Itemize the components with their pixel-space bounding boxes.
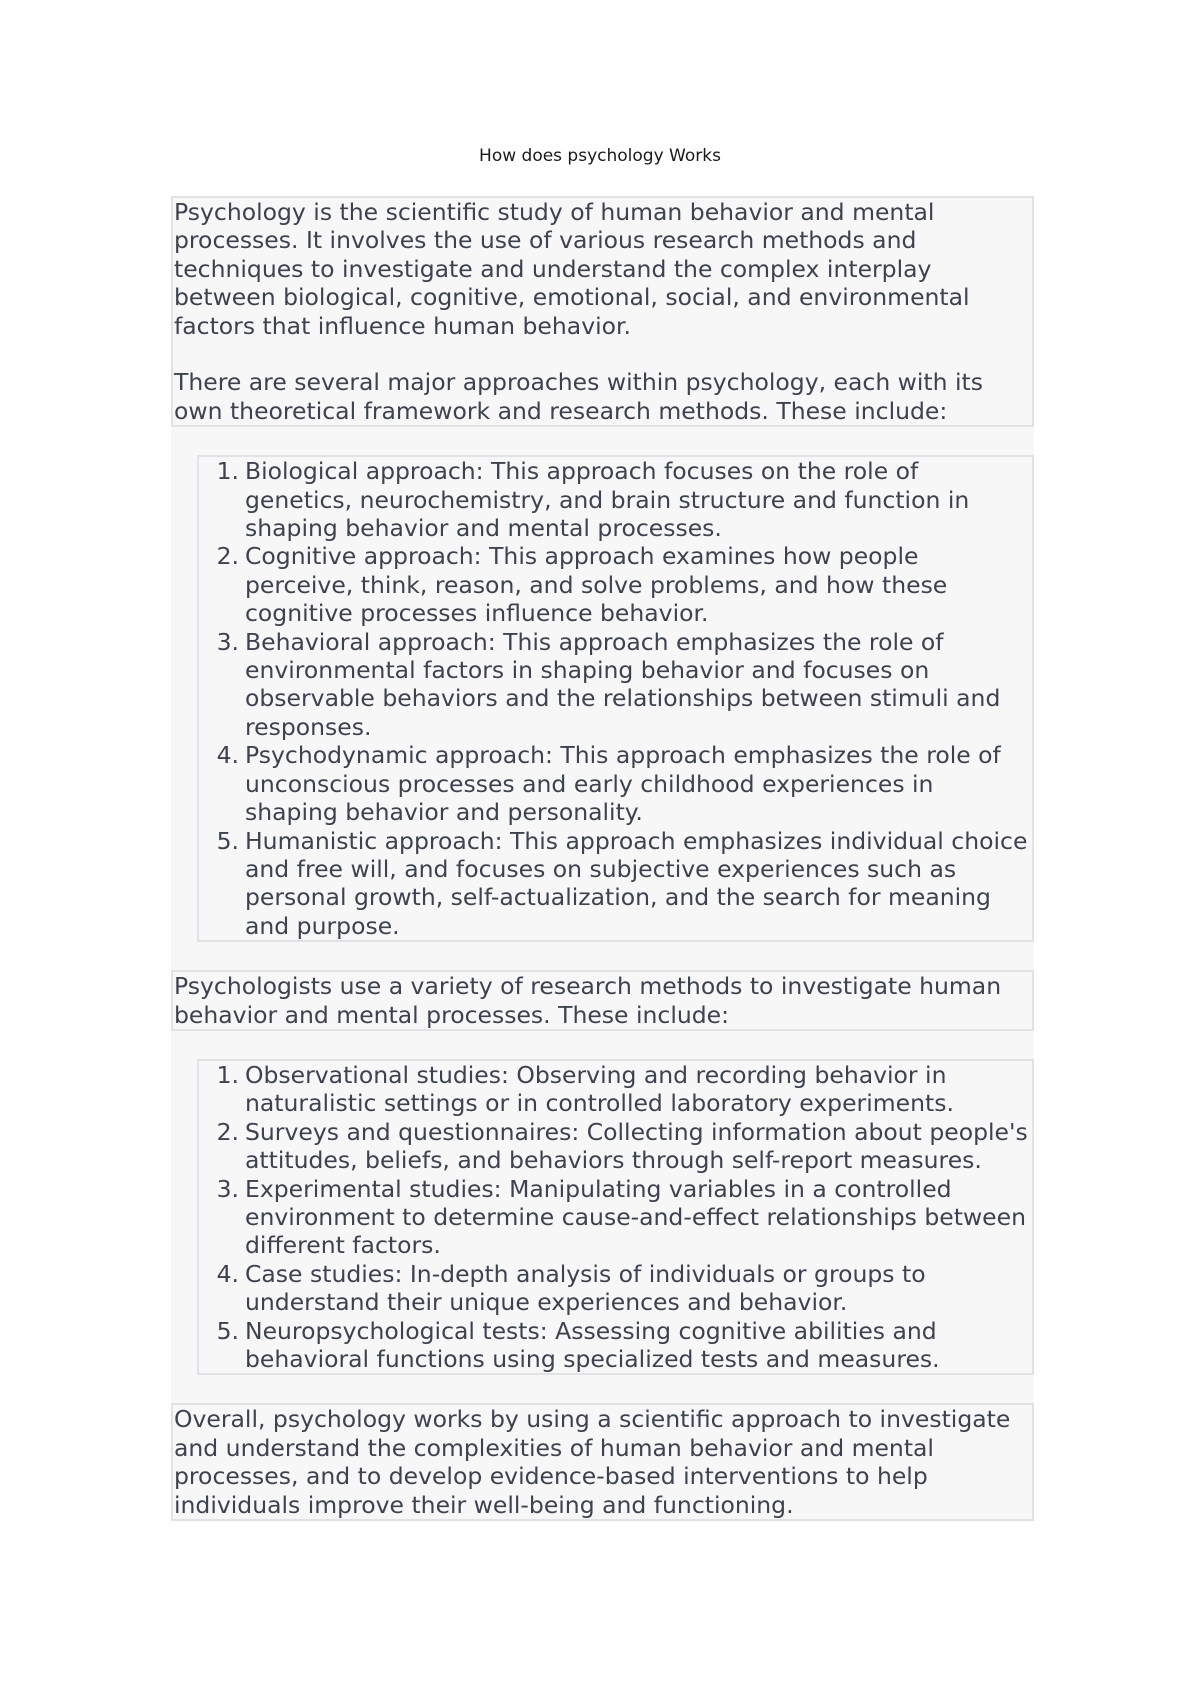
list-item-number: 4.	[216, 741, 239, 770]
list-item-number: 1.	[216, 1060, 239, 1089]
list-item-text: Observational studies: Observing and recording behavior in naturalistic settings or in controlled laboratory experiments.	[245, 1060, 954, 1118]
list-item	[216, 1174, 1032, 1260]
list-item-number: 4.	[216, 1259, 239, 1288]
spacer	[171, 1375, 1034, 1403]
methods-list	[197, 1059, 1034, 1375]
list-item	[216, 542, 1032, 628]
methods-intro-paragraph: Psychologists use a variety of research methods to investigate human behavior and mental processes. These include:	[174, 972, 1002, 1029]
list-item	[216, 741, 1032, 827]
list-item	[216, 627, 1032, 742]
list-item-number: 3.	[216, 627, 239, 656]
list-item	[216, 457, 1032, 543]
list-item	[216, 1117, 1032, 1175]
list-item-text: Case studies: In-depth analysis of individuals or groups to understand their unique experiences and behavior.	[245, 1259, 926, 1317]
approaches-list	[197, 455, 1034, 942]
list-item-text: Surveys and questionnaires: Collecting information about people's attitudes, beliefs, and behaviors through self-report measures.	[245, 1117, 1028, 1175]
list-item-text: Biological approach: This approach focuses on the role of genetics, neurochemistry, and brain structure and function in shaping behavior and mental processes.	[245, 457, 970, 543]
spacer	[171, 942, 1034, 970]
list-item-text: Experimental studies: Manipulating variables in a controlled environment to determine cause-and-effect relationships between different factors.	[245, 1174, 1026, 1260]
list-item-text: Cognitive approach: This approach examines how people perceive, think, reason, and solve problems, and how these cognitive processes influence behavior.	[245, 542, 948, 628]
list-item-number: 3.	[216, 1174, 239, 1203]
methods-list-wrapper	[171, 1059, 1034, 1375]
list-item-number: 2.	[216, 542, 239, 571]
list-item-number: 1.	[216, 457, 239, 486]
list-item	[216, 1259, 1032, 1317]
spacer	[171, 427, 1034, 455]
intro-block	[171, 196, 1034, 427]
list-item	[216, 1316, 1032, 1374]
approaches-list-wrapper	[171, 455, 1034, 942]
approaches-intro-paragraph: There are several major approaches within psychology, each with its own theoretical framework and research methods. These include:	[174, 368, 983, 425]
conclusion-block	[171, 1403, 1034, 1521]
list-item-number: 5.	[216, 826, 239, 855]
list-item	[216, 826, 1032, 941]
document-body	[171, 196, 1034, 1521]
conclusion-paragraph: Overall, psychology works by using a scientific approach to investigate and understand the complexities of human behavior and mental processes, and to develop evidence-based interventions to help individuals improve their well-being and functioning.	[174, 1405, 1011, 1519]
list-item-number: 5.	[216, 1316, 239, 1345]
spacer	[171, 1031, 1034, 1059]
list-item-number: 2.	[216, 1117, 239, 1146]
list-item	[216, 1060, 1032, 1118]
intro-paragraph: Psychology is the scientific study of human behavior and mental processes. It involves the use of various research methods and techniques to investigate and understand the complex interplay between biological, cognitive, emotional, social, and environmental factors that influence human behavior.	[174, 198, 970, 340]
methods-intro-block	[171, 970, 1034, 1031]
list-item-text: Behavioral approach: This approach emphasizes the role of environmental factors in shaping behavior and focuses on observable behaviors and the relationships between stimuli and responses.	[245, 627, 1001, 741]
list-item-text: Psychodynamic approach: This approach emphasizes the role of unconscious processes and early childhood experiences in shaping behavior and personality.	[245, 741, 1001, 827]
document-title: How does psychology Works	[479, 146, 721, 166]
list-item-text: Humanistic approach: This approach emphasizes individual choice and free will, and focuses on subjective experiences such as personal growth, self-actualization, and the search for meaning and purpose.	[245, 826, 1028, 940]
list-item-text: Neuropsychological tests: Assessing cognitive abilities and behavioral functions using specialized tests and measures.	[245, 1316, 940, 1374]
